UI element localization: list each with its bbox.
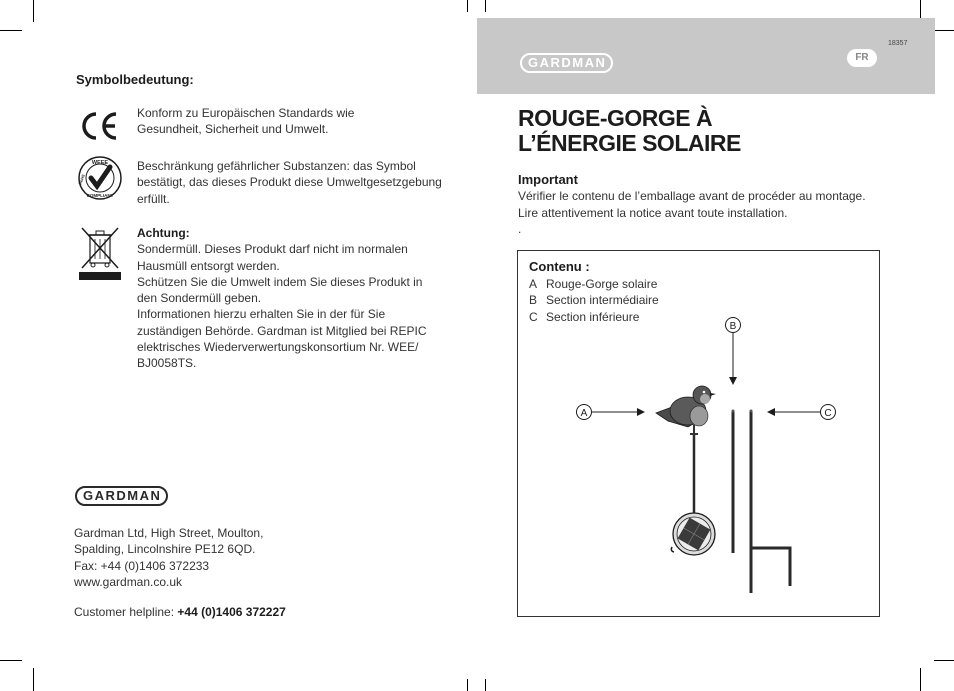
weee-badge-bottom: COMPLIANT [86,193,114,198]
fold-mark [485,679,486,691]
language-badge: FR [847,49,877,67]
customer-helpline: Customer helpline: +44 (0)1406 372227 [74,605,286,619]
company-address: Gardman Ltd, High Street, Moulton, Spalding, Lincolnshire PE12 6QD. Fax: +44 (0)1406 372233 www.gardman.co.uk [74,526,264,589]
fold-mark [485,0,486,12]
product-code: 18357 [888,40,908,47]
list-item: C Section inférieure [529,309,640,324]
crop-mark [0,660,22,661]
important-section: Important Vérifier le contenu de l’emballage avant de procéder au montage. Lire attentivement la notice avant toute installation. . [518,172,866,236]
ce-text: Konform zu Europäischen Standards wie Gesundheit, Sicherheit und Umwelt. [137,106,355,137]
ce-mark-icon [78,110,120,142]
fold-mark [467,0,468,12]
svg-text:A: A [580,408,588,419]
weee-badge-top: WEEE [91,160,109,166]
robin-figure [656,386,716,555]
gardman-logo: GARDMAN [75,486,168,506]
intermediate-section [732,410,735,554]
crop-mark [33,0,34,22]
callout-b [726,318,741,385]
rohs-text: Beschränkung gefährlicher Substanzen: das Symbol bestätigt, das dieses Produkt diese Umweltgesetzgebung erfüllt. [137,159,442,206]
svg-text:B: B [729,321,737,332]
list-item: A Rouge-Gorge solaire [529,277,658,291]
list-item: B Section intermédiaire [529,293,659,308]
weee-compliant-icon [77,155,123,201]
fold-mark [467,679,468,691]
weee-badge-side: RoHS [77,173,86,186]
page-title: ROUGE-GORGE À L’ÉNERGIE SOLAIRE [518,105,741,156]
svg-text:C: C [824,408,832,419]
helpline-number: +44 (0)1406 372227 [177,605,286,619]
product-illustration [518,251,879,616]
weee-text: Achtung: Sondermüll. Dieses Produkt darf nicht im normalen Hausmüll entsorgt werden. Schützen Sie die Umwelt indem Sie dieses Produkt in den Sondermüll geben. Informationen hierzu erhalten Sie in der für Sie zuständigen Behörde. Gardman ist Mitglied bei REPIC elektrisches Wiederverwertungskonsortium Nr. WEE/ BJ0058TS. [137,226,427,371]
contents-box [517,250,880,617]
crop-mark [33,668,34,691]
symbols-heading: Symbolbedeutung: [76,72,194,87]
important-heading: Important [518,172,578,187]
crop-mark [920,668,921,691]
crop-mark [0,30,22,31]
callout-a [577,405,645,420]
gardman-logo-header: GARDMAN [520,53,613,73]
website-link[interactable]: www.gardman.co.uk [74,574,183,589]
crop-mark [934,660,954,661]
callout-c [768,405,836,420]
crossed-bin-icon [79,226,121,280]
contents-heading: Contenu : [529,259,590,274]
lower-section [750,410,791,594]
weee-heading: Achtung: [137,226,190,240]
crop-mark [934,30,954,31]
